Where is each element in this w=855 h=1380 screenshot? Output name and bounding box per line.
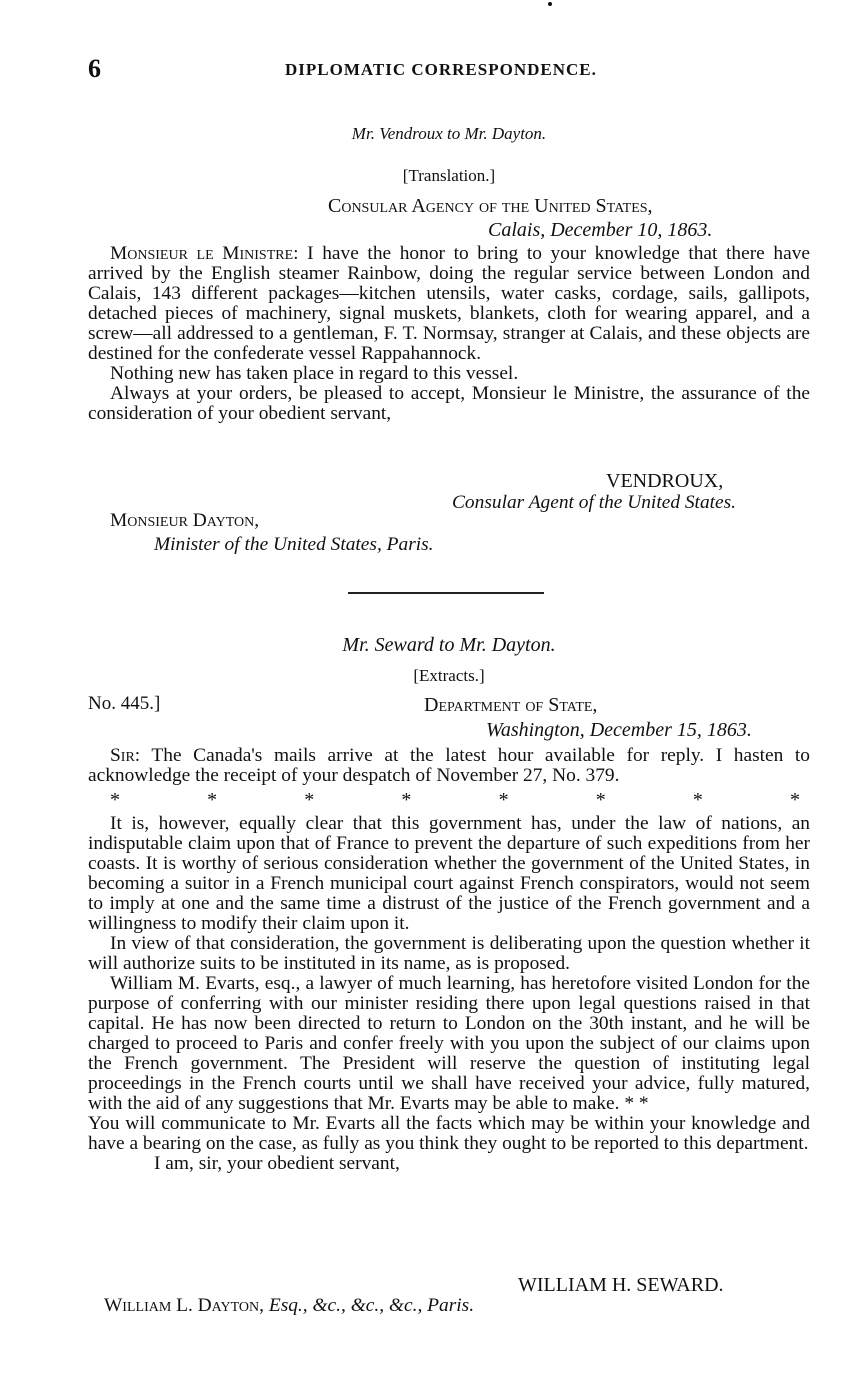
letter1-body xyxy=(88,244,810,424)
ellipsis-star: * xyxy=(401,789,412,811)
letter2-paragraph: William M. Evarts, esq., a lawyer of much learning, has heretofore visited London for the purpose of conferring with our minister residing there upon legal questions raised in that capital. He has now been directed to return to London on the 30th instant, and he will be charged to proceed to Paris and confer freely with you upon the subject of our claims upon the French government. The President will reserve the question of instituting legal proceedings in the French courts until we shall have received your advice, fully matured, with the aid of any suggestions that Mr. Evarts may be able to make. * * xyxy=(88,973,810,1114)
letter1-heading: Mr. Vendroux to Mr. Dayton. xyxy=(351,124,547,143)
letter1-note: [Translation.] xyxy=(402,166,496,185)
letter2-paragraph: It is, however, equally clear that this government has, under the law of nations, an indisputable claim upon that of France to prevent the departure of such expeditions from her coasts. It is worthy of serious consideration whether the government of the United States, in becoming a suitor in a French municipal court against French conspirators, would not seem to imply at one and the same time a distrust of the justice of the French government and a willingness to modify their claim upon it. xyxy=(88,813,810,934)
ellipsis-star: * xyxy=(304,789,315,811)
ellipsis-star: * xyxy=(692,789,703,811)
ellipsis-stars xyxy=(110,789,800,812)
letter2-addressee-name: William L. Dayton, xyxy=(104,1295,264,1316)
page-number: 6 xyxy=(88,54,101,83)
letter2-addressee xyxy=(104,1295,474,1317)
letter2-paragraph: Sir: The Canada's mails arrive at the latest hour available for reply. I hasten to acknowledge the receipt of your despatch of November 27, No. 379. xyxy=(88,745,810,786)
letter2-paragraph: In view of that consideration, the government is deliberating upon the question whether it will authorize suits to be instituted in its name, as is proposed. xyxy=(88,933,810,974)
letter2-office: Department of State, xyxy=(424,694,598,716)
letter1-signature-title: Consular Agent of the United States. xyxy=(452,492,737,513)
letter1-place-date: Calais, December 10, 1863. xyxy=(488,219,713,241)
ellipsis-star: * xyxy=(498,789,509,811)
letter2-place-date: Washington, December 15, 1863. xyxy=(486,719,752,741)
letter1-addressee-title: Minister of the United States, Paris. xyxy=(154,534,434,555)
letter1-salutation: Monsieur le Ministre: xyxy=(110,243,299,264)
ellipsis-star: * xyxy=(110,789,120,811)
letter2-signature: WILLIAM H. SEWARD. xyxy=(518,1274,724,1296)
letter1-signature: VENDROUX, xyxy=(606,470,724,492)
running-title: DIPLOMATIC CORRESPONDENCE. xyxy=(285,60,597,79)
letter2-number: No. 445.] xyxy=(88,693,161,714)
letter2-addressee-rest: Esq., &c., &c., &c., Paris. xyxy=(268,1295,475,1316)
ellipsis-star: * xyxy=(207,789,218,811)
letter1-paragraph: Nothing new has taken place in regard to this vessel. xyxy=(110,363,519,384)
ellipsis-star: * xyxy=(595,789,606,811)
letter1-office: Consular Agency of the United States, xyxy=(328,195,653,217)
printing-mark xyxy=(548,2,552,6)
letter2-closing: I am, sir, your obedient servant, xyxy=(154,1153,400,1174)
letter2-paragraph: You will communicate to Mr. Evarts all the facts which may be within your knowledge and have a bearing on the case, as fully as you think they ought to be reported to this department. xyxy=(88,1113,810,1154)
letter2-note: [Extracts.] xyxy=(413,666,485,685)
letter1-addressee-name: Monsieur Dayton, xyxy=(110,510,260,531)
letter2-body xyxy=(88,814,810,1174)
letter1-paragraph: Monsieur le Ministre: I have the honor to bring to your knowledge that there have arrived by the English steamer Rainbow, doing the regular service between London and Calais, 143 different packages—kitchen utensils, water casks, cordage, sails, gallipots, detached pieces of machinery, signal muskets, blankets, cloth for wearing apparel, and a screw—all addressed to a gentleman, F. T. Normsay, stranger at Calais, and these objects are destined for the confederate vessel Rappahannock. xyxy=(88,243,811,364)
page-header xyxy=(88,54,810,84)
letter1-paragraph: Always at your orders, be pleased to accept, Monsieur le Ministre, the assurance of the consideration of your obedient servant, xyxy=(88,383,810,424)
ellipsis-star: * xyxy=(789,789,800,811)
letter2-heading: Mr. Seward to Mr. Dayton. xyxy=(342,634,556,656)
section-divider xyxy=(348,592,544,594)
letter2-opening-block xyxy=(88,746,810,786)
letter2-salutation: Sir: xyxy=(110,745,141,766)
